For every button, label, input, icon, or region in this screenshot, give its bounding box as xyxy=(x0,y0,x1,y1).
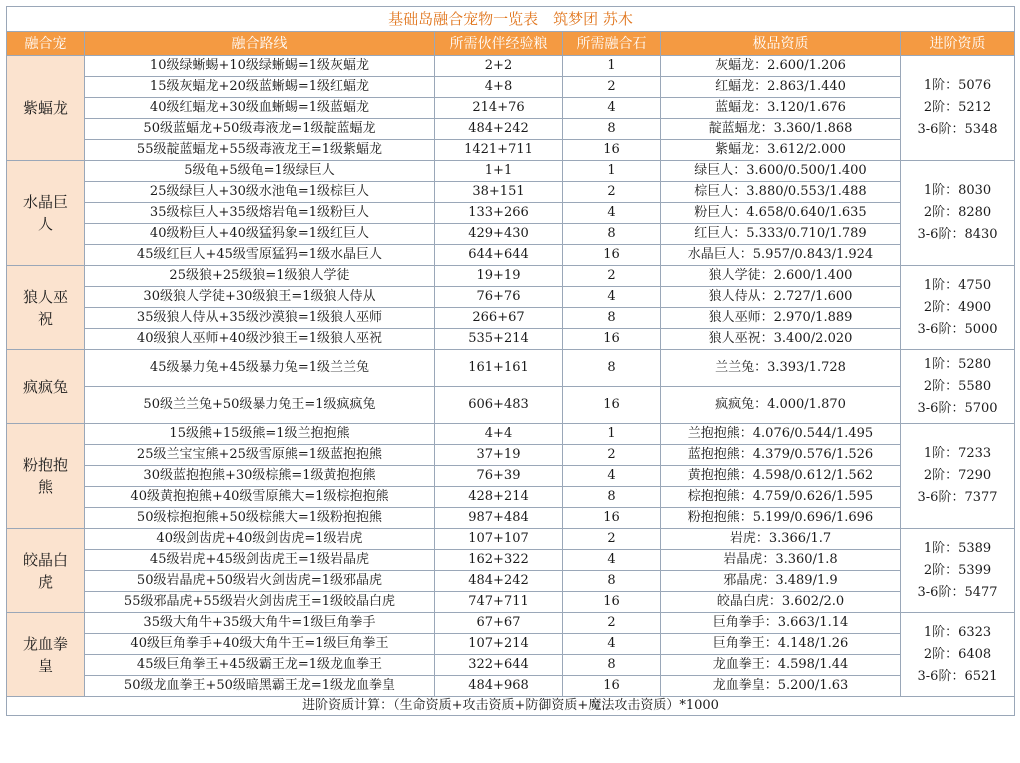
route-cell: 50级龙血拳王+50级暗黑霸王龙=1级龙血拳皇 xyxy=(85,676,435,697)
quality-cell: 狼人学徒：2.600/1.400 xyxy=(661,266,901,287)
exp-cell: 606+483 xyxy=(435,387,563,424)
advance-quality-line: 2阶：5399 xyxy=(923,562,992,578)
exp-cell: 107+214 xyxy=(435,634,563,655)
stone-cell: 1 xyxy=(563,424,661,445)
quality-cell: 岩虎：3.366/1.7 xyxy=(661,529,901,550)
quality-cell: 靛蓝蝠龙：3.360/1.868 xyxy=(661,119,901,140)
header-pet: 融合宠 xyxy=(7,32,85,56)
exp-cell: 19+19 xyxy=(435,266,563,287)
footer-note: 进阶资质计算：（生命资质+攻击资质+防御资质+魔法攻击资质）*1000 xyxy=(7,697,1015,716)
route-cell: 40级狼人巫师+40级沙狼王=1级狼人巫祝 xyxy=(85,329,435,350)
exp-cell: 535+214 xyxy=(435,329,563,350)
table-row xyxy=(7,161,1015,182)
quality-cell: 棕抱抱熊：4.759/0.626/1.595 xyxy=(661,487,901,508)
stone-cell: 4 xyxy=(563,287,661,308)
table-row xyxy=(7,550,1015,571)
stone-cell: 8 xyxy=(563,350,661,387)
quality-cell: 蓝抱抱熊：4.379/0.576/1.526 xyxy=(661,445,901,466)
exp-cell: 162+322 xyxy=(435,550,563,571)
route-cell: 45级暴力兔+45级暴力兔=1级兰兰兔 xyxy=(85,350,435,387)
exp-cell: 747+711 xyxy=(435,592,563,613)
route-cell: 15级灰蝠龙+20级蓝蜥蜴=1级红蝠龙 xyxy=(85,77,435,98)
route-cell: 50级棕抱抱熊+50级棕熊大=1级粉抱抱熊 xyxy=(85,508,435,529)
exp-cell: 428+214 xyxy=(435,487,563,508)
exp-cell: 214+76 xyxy=(435,98,563,119)
exp-cell: 484+242 xyxy=(435,119,563,140)
route-cell: 5级龟+5级龟=1级绿巨人 xyxy=(85,161,435,182)
route-cell: 40级粉巨人+40级猛犸象=1级红巨人 xyxy=(85,224,435,245)
route-cell: 50级蓝蝠龙+50级毒液龙=1级靛蓝蝠龙 xyxy=(85,119,435,140)
stone-cell: 16 xyxy=(563,140,661,161)
stone-cell: 8 xyxy=(563,487,661,508)
advance-quality-line: 3-6阶：6521 xyxy=(917,668,998,684)
exp-cell: 2+2 xyxy=(435,56,563,77)
route-cell: 35级狼人侍从+35级沙漠狼=1级狼人巫师 xyxy=(85,308,435,329)
exp-cell: 1+1 xyxy=(435,161,563,182)
table-row xyxy=(7,445,1015,466)
exp-cell: 107+107 xyxy=(435,529,563,550)
table-row xyxy=(7,466,1015,487)
quality-cell: 红蝠龙：2.863/1.440 xyxy=(661,77,901,98)
advance-quality-cell xyxy=(901,424,1015,529)
table-row xyxy=(7,350,1015,387)
advance-quality-line: 1阶：7233 xyxy=(923,446,992,461)
route-cell: 55级靛蓝蝠龙+55级毒液龙王=1级紫蝠龙 xyxy=(85,140,435,161)
quality-cell: 兰抱抱熊：4.076/0.544/1.495 xyxy=(661,424,901,445)
stone-cell: 8 xyxy=(563,119,661,140)
route-cell: 55级邪晶虎+55级岩火剑齿虎王=1级皎晶白虎 xyxy=(85,592,435,613)
advance-quality-line: 3-6阶：7377 xyxy=(917,490,998,505)
advance-quality-line: 3-6阶：5000 xyxy=(917,321,998,337)
table-row xyxy=(7,203,1015,224)
stone-cell: 8 xyxy=(563,655,661,676)
quality-cell: 疯疯兔：4.000/1.870 xyxy=(661,387,901,424)
pet-name-cell: 疯疯兔 xyxy=(7,350,85,424)
stone-cell: 8 xyxy=(563,308,661,329)
table-row xyxy=(7,140,1015,161)
advance-quality-cell xyxy=(901,266,1015,350)
quality-cell: 巨角拳手：3.663/1.14 xyxy=(661,613,901,634)
table-row xyxy=(7,613,1015,634)
quality-cell: 龙血拳皇：5.200/1.63 xyxy=(661,676,901,697)
stone-cell: 4 xyxy=(563,634,661,655)
exp-cell: 266+67 xyxy=(435,308,563,329)
exp-cell: 161+161 xyxy=(435,350,563,387)
advance-quality-line: 2阶：6408 xyxy=(923,646,992,662)
route-cell: 40级黄抱抱熊+40级雪原熊大=1级棕抱抱熊 xyxy=(85,487,435,508)
exp-cell: 4+4 xyxy=(435,424,563,445)
stone-cell: 16 xyxy=(563,329,661,350)
table-row xyxy=(7,529,1015,550)
advance-quality-line: 1阶：8030 xyxy=(923,183,992,198)
quality-cell: 邪晶虎：3.489/1.9 xyxy=(661,571,901,592)
quality-cell: 绿巨人：3.600/0.500/1.400 xyxy=(661,161,901,182)
advance-quality-line: 1阶：5389 xyxy=(923,540,992,556)
table-row xyxy=(7,119,1015,140)
exp-cell: 429+430 xyxy=(435,224,563,245)
stone-cell: 16 xyxy=(563,245,661,266)
stone-cell: 2 xyxy=(563,529,661,550)
stone-cell: 4 xyxy=(563,98,661,119)
stone-cell: 8 xyxy=(563,571,661,592)
header-route: 融合路线 xyxy=(85,32,435,56)
advance-quality-line: 1阶：5280 xyxy=(923,356,992,372)
quality-cell: 粉抱抱熊：5.199/0.696/1.696 xyxy=(661,508,901,529)
table-row xyxy=(7,329,1015,350)
advance-quality-line: 2阶：4900 xyxy=(923,299,992,315)
pet-name-cell: 紫蝠龙 xyxy=(7,56,85,161)
stone-cell: 2 xyxy=(563,77,661,98)
quality-cell: 兰兰兔：3.393/1.728 xyxy=(661,350,901,387)
advance-quality-cell xyxy=(901,350,1015,424)
route-cell: 25级狼+25级狼=1级狼人学徒 xyxy=(85,266,435,287)
quality-cell: 狼人巫师：2.970/1.889 xyxy=(661,308,901,329)
table-row xyxy=(7,77,1015,98)
stone-cell: 4 xyxy=(563,466,661,487)
route-cell: 30级蓝抱抱熊+30级棕熊=1级黄抱抱熊 xyxy=(85,466,435,487)
stone-cell: 1 xyxy=(563,56,661,77)
table-row xyxy=(7,287,1015,308)
quality-cell: 巨角拳王：4.148/1.26 xyxy=(661,634,901,655)
stone-cell: 2 xyxy=(563,182,661,203)
exp-cell: 38+151 xyxy=(435,182,563,203)
quality-cell: 棕巨人：3.880/0.553/1.488 xyxy=(661,182,901,203)
table-row xyxy=(7,508,1015,529)
advance-quality-cell xyxy=(901,613,1015,697)
quality-cell: 岩晶虎：3.360/1.8 xyxy=(661,550,901,571)
route-cell: 45级巨角拳王+45级霸王龙=1级龙血拳王 xyxy=(85,655,435,676)
stone-cell: 8 xyxy=(563,224,661,245)
advance-quality-cell xyxy=(901,56,1015,161)
stone-cell: 1 xyxy=(563,161,661,182)
advance-quality-line: 3-6阶：5477 xyxy=(917,584,998,600)
exp-cell: 4+8 xyxy=(435,77,563,98)
table-row xyxy=(7,424,1015,445)
pet-name-cell: 皎晶白虎 xyxy=(7,529,85,613)
advance-quality-line: 3-6阶：5348 xyxy=(917,122,998,137)
exp-cell: 484+242 xyxy=(435,571,563,592)
advance-quality-line: 2阶：8280 xyxy=(923,205,992,220)
exp-cell: 37+19 xyxy=(435,445,563,466)
header-quality: 极品资质 xyxy=(661,32,901,56)
table-row xyxy=(7,487,1015,508)
exp-cell: 1421+711 xyxy=(435,140,563,161)
advance-quality-line: 3-6阶：5700 xyxy=(917,400,998,416)
header-stone: 所需融合石 xyxy=(563,32,661,56)
header-advance: 进阶资质 xyxy=(901,32,1015,56)
table-row xyxy=(7,655,1015,676)
header-row xyxy=(7,32,1015,56)
exp-cell: 987+484 xyxy=(435,508,563,529)
quality-cell: 灰蝠龙：2.600/1.206 xyxy=(661,56,901,77)
advance-quality-line: 1阶：5076 xyxy=(923,78,992,93)
table-row xyxy=(7,98,1015,119)
advance-quality-line: 2阶：5212 xyxy=(923,100,992,115)
quality-cell: 狼人巫祝：3.400/2.020 xyxy=(661,329,901,350)
pet-name-cell: 龙血拳皇 xyxy=(7,613,85,697)
exp-cell: 484+968 xyxy=(435,676,563,697)
table-title: 基础岛融合宠物一览表 筑梦团 苏木 xyxy=(7,7,1015,32)
table-row xyxy=(7,634,1015,655)
stone-cell: 2 xyxy=(563,266,661,287)
stone-cell: 16 xyxy=(563,387,661,424)
table-row xyxy=(7,592,1015,613)
quality-cell: 蓝蝠龙：3.120/1.676 xyxy=(661,98,901,119)
fusion-pet-table xyxy=(6,6,1015,716)
stone-cell: 16 xyxy=(563,592,661,613)
table-row xyxy=(7,245,1015,266)
table-row xyxy=(7,182,1015,203)
quality-cell: 龙血拳王：4.598/1.44 xyxy=(661,655,901,676)
route-cell: 10级绿蜥蜴+10级绿蜥蜴=1级灰蝠龙 xyxy=(85,56,435,77)
advance-quality-line: 2阶：7290 xyxy=(923,468,992,483)
quality-cell: 红巨人：5.333/0.710/1.789 xyxy=(661,224,901,245)
advance-quality-line: 3-6阶：8430 xyxy=(917,227,998,242)
route-cell: 40级剑齿虎+40级剑齿虎=1级岩虎 xyxy=(85,529,435,550)
route-cell: 50级岩晶虎+50级岩火剑齿虎=1级邪晶虎 xyxy=(85,571,435,592)
table-row xyxy=(7,676,1015,697)
route-cell: 45级红巨人+45级雪原猛犸=1级水晶巨人 xyxy=(85,245,435,266)
quality-cell: 紫蝠龙：3.612/2.000 xyxy=(661,140,901,161)
advance-quality-cell xyxy=(901,161,1015,266)
table-row xyxy=(7,387,1015,424)
stone-cell: 4 xyxy=(563,203,661,224)
table-row xyxy=(7,571,1015,592)
exp-cell: 76+39 xyxy=(435,466,563,487)
route-cell: 35级棕巨人+35级熔岩龟=1级粉巨人 xyxy=(85,203,435,224)
route-cell: 25级兰宝宝熊+25级雪原熊=1级蓝抱抱熊 xyxy=(85,445,435,466)
quality-cell: 狼人侍从：2.727/1.600 xyxy=(661,287,901,308)
table-row xyxy=(7,308,1015,329)
table-row xyxy=(7,266,1015,287)
table-row xyxy=(7,56,1015,77)
stone-cell: 2 xyxy=(563,613,661,634)
route-cell: 50级兰兰兔+50级暴力兔王=1级疯疯兔 xyxy=(85,387,435,424)
route-cell: 45级岩虎+45级剑齿虎王=1级岩晶虎 xyxy=(85,550,435,571)
route-cell: 40级巨角拳手+40级大角牛王=1级巨角拳王 xyxy=(85,634,435,655)
exp-cell: 322+644 xyxy=(435,655,563,676)
quality-cell: 黄抱抱熊：4.598/0.612/1.562 xyxy=(661,466,901,487)
exp-cell: 644+644 xyxy=(435,245,563,266)
route-cell: 30级狼人学徒+30级狼王=1级狼人侍从 xyxy=(85,287,435,308)
route-cell: 25级绿巨人+30级水池龟=1级棕巨人 xyxy=(85,182,435,203)
route-cell: 15级熊+15级熊=1级兰抱抱熊 xyxy=(85,424,435,445)
route-cell: 35级大角牛+35级大角牛=1级巨角拳手 xyxy=(85,613,435,634)
stone-cell: 4 xyxy=(563,550,661,571)
advance-quality-line: 2阶：5580 xyxy=(923,378,992,394)
pet-name-cell: 水晶巨人 xyxy=(7,161,85,266)
advance-quality-line: 1阶：4750 xyxy=(923,277,992,293)
header-exp: 所需伙伴经验粮 xyxy=(435,32,563,56)
exp-cell: 133+266 xyxy=(435,203,563,224)
advance-quality-line: 1阶：6323 xyxy=(923,624,992,640)
exp-cell: 67+67 xyxy=(435,613,563,634)
stone-cell: 16 xyxy=(563,508,661,529)
quality-cell: 皎晶白虎：3.602/2.0 xyxy=(661,592,901,613)
quality-cell: 水晶巨人：5.957/0.843/1.924 xyxy=(661,245,901,266)
advance-quality-cell xyxy=(901,529,1015,613)
pet-name-cell: 粉抱抱熊 xyxy=(7,424,85,529)
table-row xyxy=(7,224,1015,245)
pet-name-cell: 狼人巫祝 xyxy=(7,266,85,350)
stone-cell: 2 xyxy=(563,445,661,466)
exp-cell: 76+76 xyxy=(435,287,563,308)
stone-cell: 16 xyxy=(563,676,661,697)
route-cell: 40级红蝠龙+30级血蜥蜴=1级蓝蝠龙 xyxy=(85,98,435,119)
quality-cell: 粉巨人：4.658/0.640/1.635 xyxy=(661,203,901,224)
